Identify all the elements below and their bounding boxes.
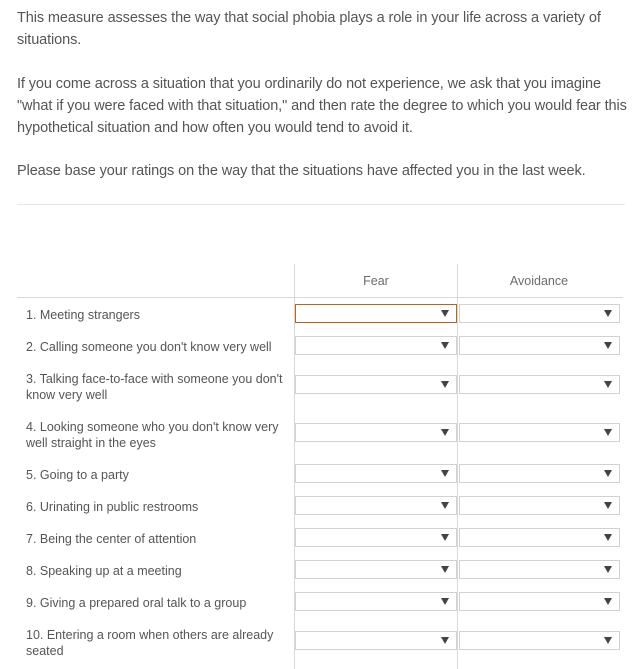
column-header-fear: Fear — [363, 274, 389, 288]
intro-paragraph-3: Please base your ratings on the way that the situations have affected you in the last week. — [17, 163, 586, 179]
chevron-down-icon — [441, 342, 449, 349]
fear-dropdown[interactable] — [295, 375, 457, 394]
avoidance-dropdown[interactable] — [459, 336, 620, 355]
situation-label: 8. Speaking up at a meeting — [26, 564, 182, 578]
fear-dropdown[interactable] — [295, 496, 457, 515]
situation-label: 5. Going to a party — [26, 468, 129, 482]
chevron-down-icon — [441, 598, 449, 605]
header-divider — [17, 297, 623, 298]
chevron-down-icon — [604, 637, 612, 644]
chevron-down-icon — [441, 637, 449, 644]
intro-paragraph-2: If you come across a situation that you ordinarily do not experience, we ask that you imagine "what if you were faced with that situation," and then rate the degree to which you would fear this hypothetical situation and how often you would tend to avoid it. — [17, 76, 627, 136]
fear-dropdown[interactable] — [295, 423, 457, 442]
chevron-down-icon — [441, 534, 449, 541]
situation-label: 2. Calling someone you don't know very well — [26, 340, 272, 354]
chevron-down-icon — [604, 381, 612, 388]
fear-dropdown[interactable] — [295, 560, 457, 579]
section-divider — [17, 204, 625, 205]
column-divider — [457, 264, 458, 669]
fear-dropdown[interactable] — [295, 304, 457, 323]
chevron-down-icon — [441, 502, 449, 509]
situation-label: 3. Talking face-to-face with someone you don't know very well — [26, 372, 283, 402]
fear-dropdown[interactable] — [295, 528, 457, 547]
chevron-down-icon — [604, 470, 612, 477]
avoidance-dropdown[interactable] — [459, 464, 620, 483]
avoidance-dropdown[interactable] — [459, 375, 620, 394]
situation-label: 1. Meeting strangers — [26, 308, 140, 322]
chevron-down-icon — [441, 429, 449, 436]
column-header-avoidance: Avoidance — [509, 274, 569, 288]
chevron-down-icon — [441, 566, 449, 573]
avoidance-dropdown[interactable] — [459, 631, 620, 650]
intro-paragraph-1: This measure assesses the way that social phobia plays a role in your life across a variety of situations. — [17, 10, 601, 48]
situation-label: 10. Entering a room when others are already seated — [26, 628, 274, 658]
avoidance-dropdown[interactable] — [459, 592, 620, 611]
chevron-down-icon — [441, 470, 449, 477]
fear-dropdown[interactable] — [295, 464, 457, 483]
chevron-down-icon — [604, 534, 612, 541]
chevron-down-icon — [604, 566, 612, 573]
avoidance-dropdown[interactable] — [459, 304, 620, 323]
avoidance-dropdown[interactable] — [459, 560, 620, 579]
chevron-down-icon — [604, 429, 612, 436]
avoidance-dropdown[interactable] — [459, 528, 620, 547]
chevron-down-icon — [604, 310, 612, 317]
fear-dropdown[interactable] — [295, 631, 457, 650]
chevron-down-icon — [604, 342, 612, 349]
situation-label: 4. Looking someone who you don't know very well straight in the eyes — [26, 420, 279, 450]
fear-dropdown[interactable] — [295, 336, 457, 355]
chevron-down-icon — [441, 381, 449, 388]
avoidance-dropdown[interactable] — [459, 496, 620, 515]
situation-label: 9. Giving a prepared oral talk to a group — [26, 596, 247, 610]
situation-label: 6. Urinating in public restrooms — [26, 500, 199, 514]
avoidance-dropdown[interactable] — [459, 423, 620, 442]
chevron-down-icon — [604, 502, 612, 509]
chevron-down-icon — [604, 598, 612, 605]
fear-dropdown[interactable] — [295, 592, 457, 611]
situation-label: 7. Being the center of attention — [26, 532, 197, 546]
chevron-down-icon — [441, 310, 449, 317]
